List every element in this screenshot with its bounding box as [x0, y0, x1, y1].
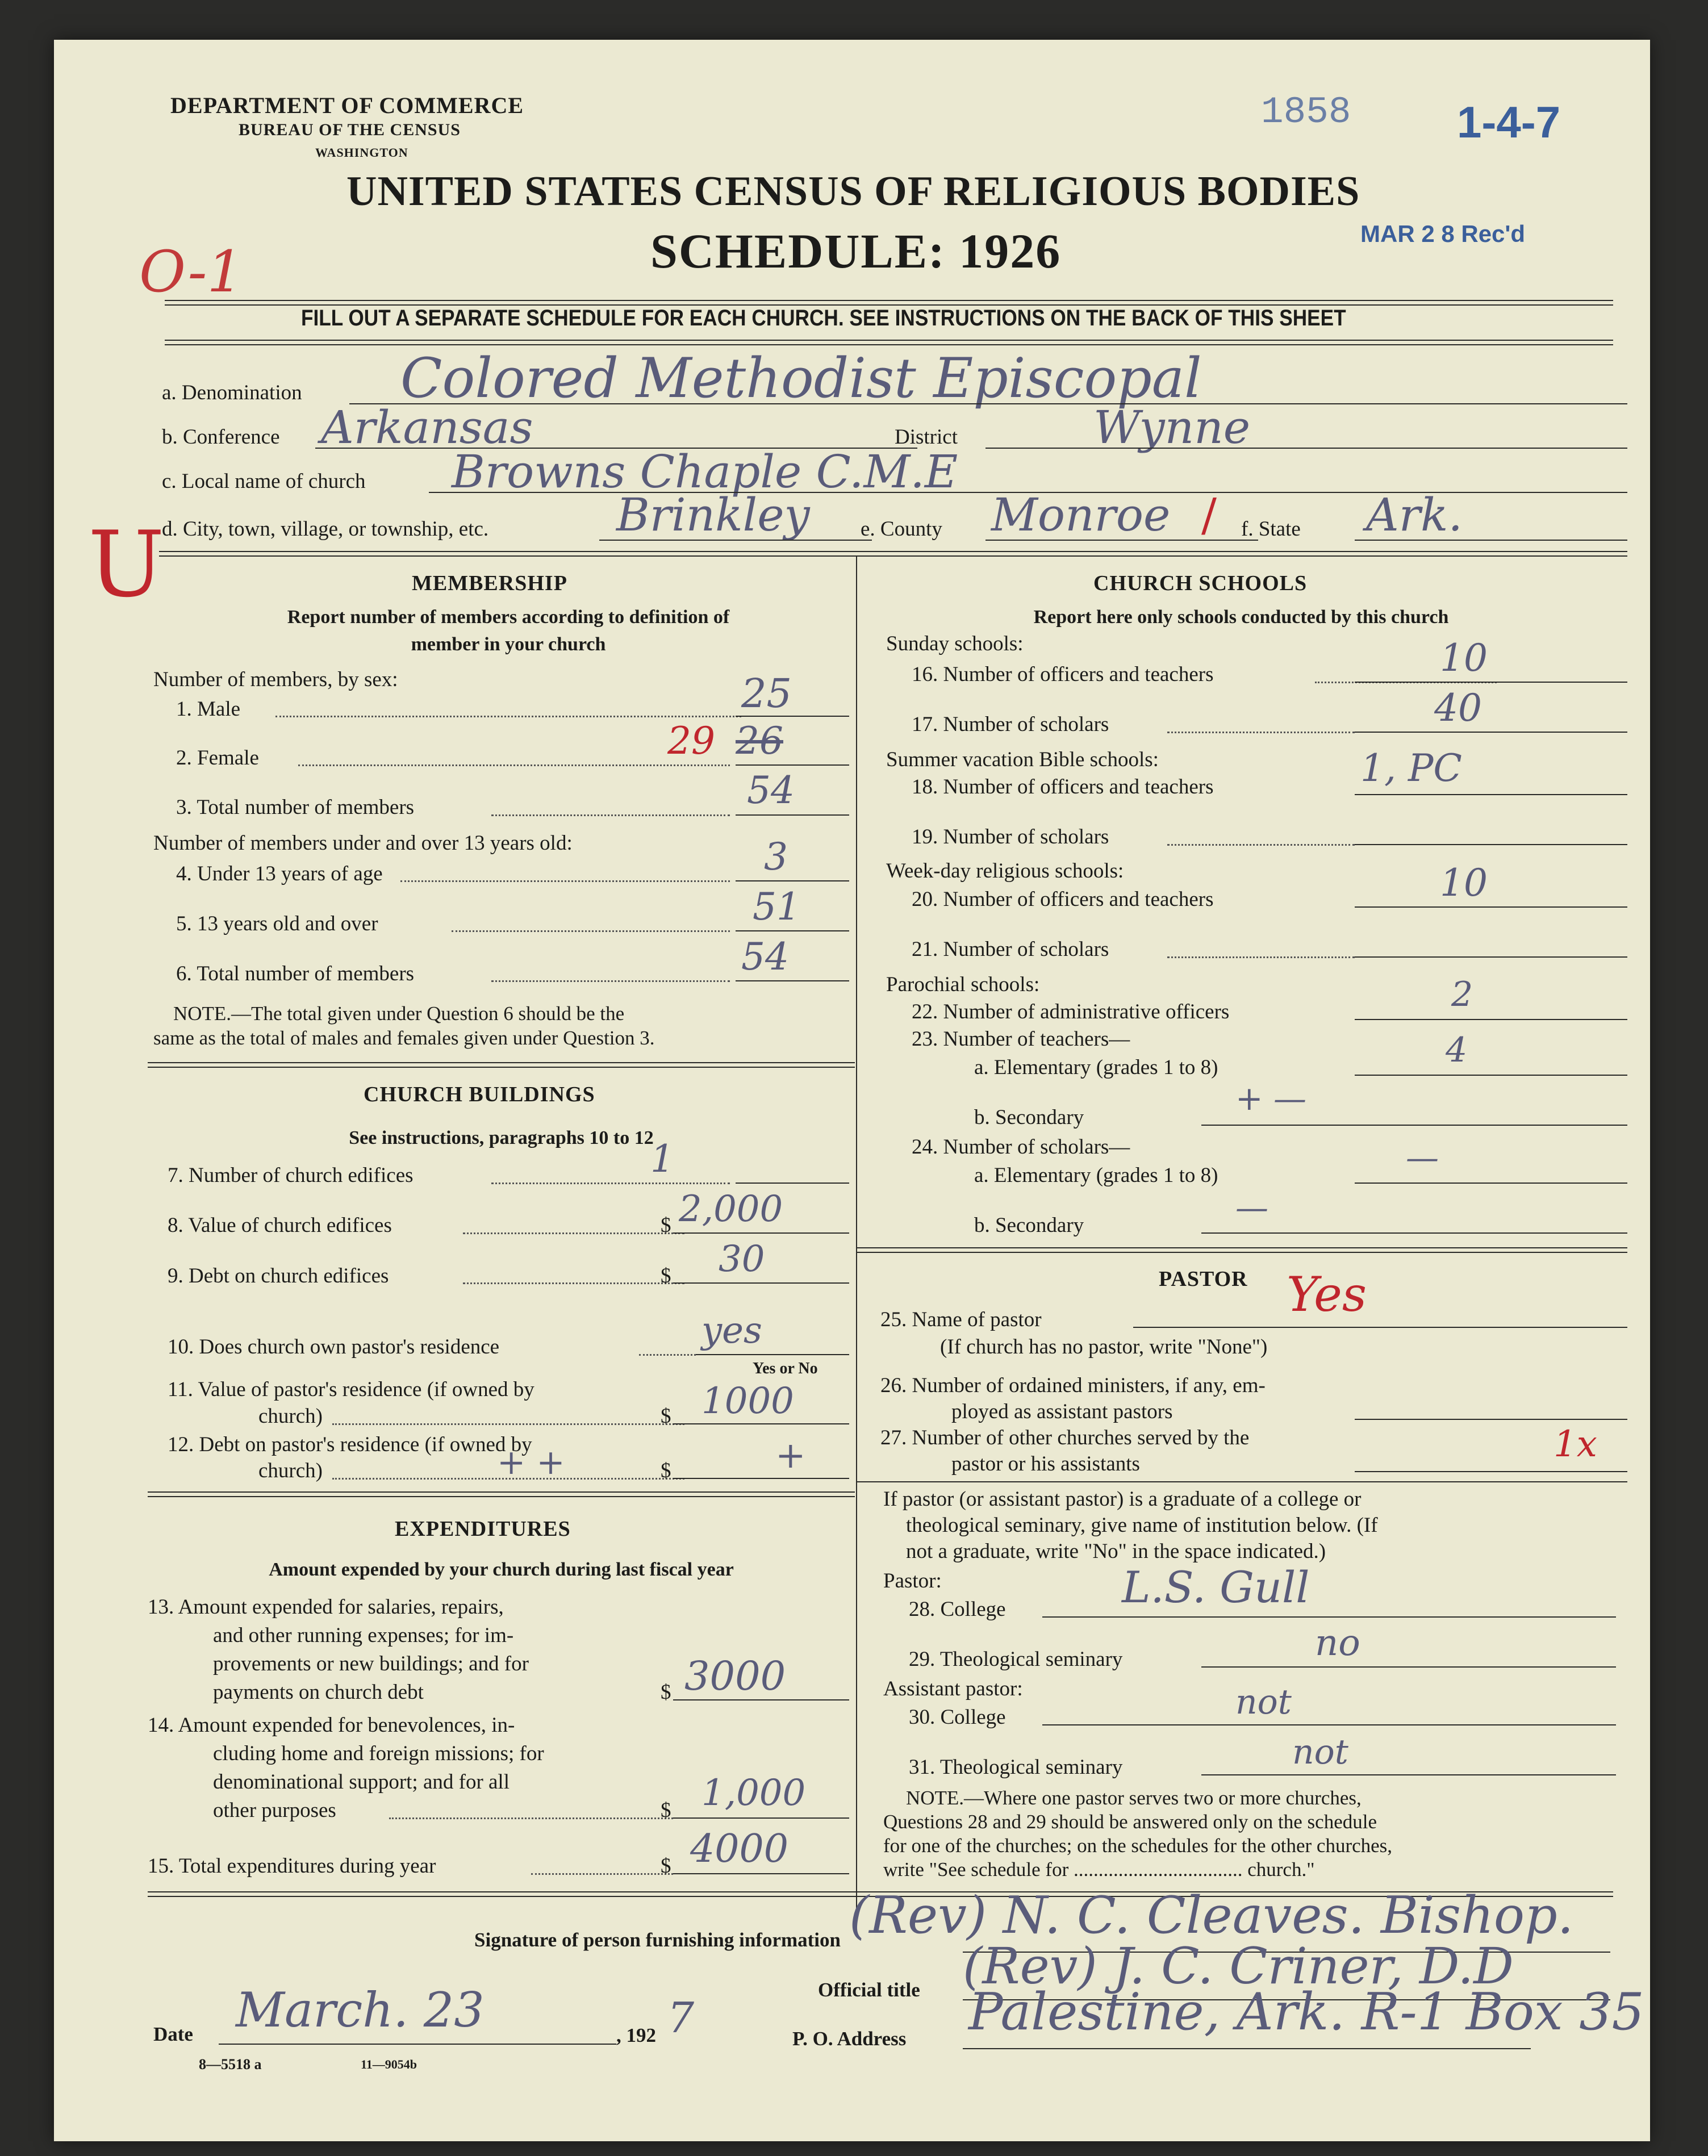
- membership-note-1: NOTE.—The total given under Question 6 should be the: [173, 1002, 625, 1025]
- q13-dollar: $: [661, 1681, 671, 1704]
- q24a-value: —: [1406, 1138, 1439, 1177]
- q24b-label: b. Secondary: [974, 1214, 1084, 1237]
- department-heading: DEPARTMENT OF COMMERCE: [170, 93, 524, 118]
- official-title-value: (Rev) J. C. Criner, D.D: [963, 1937, 1514, 1995]
- red-check-mark: /: [1201, 488, 1217, 541]
- q8-dollar: $: [661, 1214, 671, 1237]
- q1-label: 1. Male: [176, 697, 241, 721]
- signature-label: Signature of person furnishing information: [474, 1929, 841, 1951]
- schools-rule: [856, 1247, 1627, 1253]
- q31-label: 31. Theological seminary: [909, 1756, 1123, 1779]
- q19-label: 19. Number of scholars: [912, 825, 1109, 849]
- q10-leader: [639, 1354, 696, 1356]
- q2-struck-value: 26: [736, 719, 783, 763]
- q4-line: [736, 880, 849, 881]
- q21-label: 21. Number of scholars: [912, 938, 1109, 961]
- q15-leader: [531, 1873, 673, 1875]
- q14-label-3: denominational support; and for all: [213, 1770, 510, 1794]
- conference-value: Arkansas: [321, 401, 533, 454]
- q31-value: not: [1292, 1732, 1348, 1772]
- q22-value: 2: [1451, 975, 1473, 1014]
- q5-value: 51: [753, 885, 800, 929]
- year-digit: 7: [667, 1994, 695, 2042]
- q23a-value: 4: [1446, 1030, 1468, 1070]
- graduate-note-2: theological seminary, give name of institution below. (If: [906, 1514, 1378, 1537]
- q18-value: 1, PC: [1360, 746, 1462, 790]
- q16-line: [1355, 682, 1627, 683]
- q15-value: 4000: [690, 1827, 789, 1871]
- q11-leader: [332, 1423, 684, 1425]
- q7-line: [736, 1183, 849, 1184]
- received-date-stamp: MAR 2 8 Rec'd: [1360, 220, 1526, 247]
- local-name-value: Browns Chaple C.M.E: [452, 445, 958, 498]
- q28-value: L.S. Gull: [1122, 1562, 1310, 1612]
- q22-line: [1355, 1019, 1627, 1020]
- q17-label: 17. Number of scholars: [912, 713, 1109, 736]
- state-value: Ark.: [1366, 488, 1463, 541]
- church-schools-intro: Report here only schools conducted by this church: [1033, 607, 1449, 628]
- q17-line: [1355, 732, 1627, 733]
- q25-line: [1133, 1327, 1627, 1328]
- expenditures-intro: Amount expended by your church during last fiscal year: [269, 1559, 734, 1580]
- q29-value: no: [1315, 1622, 1360, 1664]
- q11-dollar: $: [661, 1405, 671, 1428]
- q12-dollar: $: [661, 1459, 671, 1482]
- q9-dollar: $: [661, 1264, 671, 1288]
- q1-line: [736, 716, 849, 717]
- q23-label: 23. Number of teachers—: [912, 1027, 1130, 1051]
- q25-note: (If church has no pastor, write "None"): [940, 1335, 1268, 1359]
- q26-line: [1355, 1419, 1627, 1420]
- denomination-value: Colored Methodist Episcopal: [400, 346, 1202, 410]
- q9-value: 30: [719, 1238, 765, 1280]
- q23b-label: b. Secondary: [974, 1106, 1084, 1129]
- q13-label-2: and other running expenses; for im-: [213, 1624, 514, 1647]
- q23b-line: [1201, 1125, 1627, 1126]
- q20-label: 20. Number of officers and teachers: [912, 888, 1214, 911]
- state-line: [1355, 540, 1627, 541]
- membership-intro-2: member in your church: [411, 634, 606, 655]
- q6-line: [736, 980, 849, 981]
- q27-label-1: 27. Number of other churches served by the: [880, 1426, 1250, 1449]
- q10-value: yes: [701, 1310, 762, 1352]
- signature-value: (Rev) N. C. Cleaves. Bishop.: [849, 1886, 1574, 1945]
- q14-leader: [389, 1817, 673, 1819]
- pastor-heading: PASTOR: [1159, 1267, 1248, 1291]
- q25-label: 25. Name of pastor: [880, 1308, 1042, 1331]
- q28-line: [1042, 1616, 1616, 1618]
- sunday-schools-label: Sunday schools:: [886, 632, 1024, 655]
- identity-rule: [159, 551, 1627, 557]
- county-value: Monroe: [991, 488, 1171, 541]
- q15-label: 15. Total expenditures during year: [148, 1854, 436, 1878]
- graduate-note-3: not a graduate, write "No" in the space indicated.): [906, 1540, 1326, 1563]
- q9-label: 9. Debt on church edifices: [168, 1264, 389, 1288]
- q10-line: [696, 1354, 849, 1355]
- q2-line: [736, 764, 849, 766]
- q28-label: 28. College: [909, 1598, 1006, 1621]
- q7-label: 7. Number of church edifices: [168, 1164, 414, 1187]
- q1-value: 25: [741, 670, 792, 717]
- header-rule-bottom: [165, 340, 1613, 345]
- q16-value: 10: [1440, 636, 1488, 680]
- column-divider: [856, 557, 857, 1920]
- by-sex-label: Number of members, by sex:: [153, 668, 398, 691]
- q24b-line: [1201, 1232, 1627, 1234]
- q27-value: 1x: [1554, 1423, 1597, 1465]
- year-prefix: , 192: [616, 2024, 656, 2046]
- red-margin-mark: U: [88, 511, 165, 617]
- q24a-label: a. Elementary (grades 1 to 8): [974, 1164, 1218, 1187]
- q7-value: 1: [650, 1137, 674, 1181]
- q14-dollar: $: [661, 1799, 671, 1822]
- q27-label-2: pastor or his assistants: [951, 1452, 1140, 1476]
- q16-label: 16. Number of officers and teachers: [912, 663, 1214, 686]
- q2-leader: [298, 764, 730, 766]
- pastor-note-4: write "See schedule for .................................. church.": [883, 1858, 1315, 1881]
- q6-leader: [491, 980, 730, 982]
- q8-value: 2,000: [679, 1188, 783, 1230]
- date-line: [219, 2044, 616, 2045]
- q3-line: [736, 814, 849, 816]
- q11-label-2: church): [258, 1405, 323, 1428]
- date-value: March. 23: [236, 1982, 485, 2038]
- weekday-schools-label: Week-day religious schools:: [886, 859, 1124, 883]
- q3-label: 3. Total number of members: [176, 796, 415, 819]
- form-number-2: 11—9054b: [361, 2057, 417, 2071]
- q4-value: 3: [764, 835, 788, 879]
- census-schedule-sheet: [54, 40, 1650, 2141]
- q9-line: [673, 1282, 849, 1284]
- q7-leader: [491, 1183, 730, 1184]
- q24b-value: —: [1235, 1188, 1268, 1227]
- q3-leader: [491, 814, 730, 816]
- form-number-1: 8—5518 a: [199, 2056, 262, 2073]
- buildings-intro: See instructions, paragraphs 10 to 12: [349, 1127, 654, 1148]
- form-title: UNITED STATES CENSUS OF RELIGIOUS BODIES: [346, 168, 1360, 215]
- q11-line: [673, 1423, 849, 1424]
- po-address-line: [963, 2048, 1531, 2049]
- code-stamp: 1-4-7: [1457, 97, 1561, 147]
- pastor-note-3: for one of the churches; on the schedules for the other churches,: [883, 1835, 1393, 1857]
- q15-line: [673, 1873, 849, 1874]
- by-age-label: Number of members under and over 13 years old:: [153, 832, 573, 855]
- assistant-subheading: Assistant pastor:: [883, 1677, 1023, 1700]
- state-label: f. State: [1241, 517, 1301, 541]
- q12-line: [673, 1478, 849, 1479]
- city-heading: WASHINGTON: [315, 145, 408, 160]
- q27-line: [1355, 1471, 1627, 1472]
- membership-heading: MEMBERSHIP: [412, 571, 567, 595]
- q11-value: 1000: [701, 1380, 794, 1422]
- summer-schools-label: Summer vacation Bible schools:: [886, 748, 1159, 771]
- q29-label: 29. Theological seminary: [909, 1648, 1123, 1671]
- q5-label: 5. 13 years old and over: [176, 912, 378, 935]
- q20-line: [1355, 906, 1627, 908]
- q13-value: 3000: [684, 1653, 786, 1699]
- q4-label: 4. Under 13 years of age: [176, 862, 383, 885]
- q1-leader: [275, 716, 741, 717]
- q13-label-1: 13. Amount expended for salaries, repairs,: [148, 1595, 504, 1619]
- q17-value: 40: [1434, 686, 1482, 730]
- q5-leader: [452, 930, 730, 932]
- q8-label: 8. Value of church edifices: [168, 1214, 392, 1237]
- pastor-note-2: Questions 28 and 29 should be answered only on the schedule: [883, 1811, 1377, 1833]
- district-label: District: [895, 425, 958, 449]
- q18-line: [1355, 794, 1627, 795]
- q2-value: 29: [667, 719, 715, 763]
- q11-label-1: 11. Value of pastor's residence (if owned by: [168, 1378, 534, 1401]
- local-name-label: c. Local name of church: [162, 470, 366, 493]
- district-value: Wynne: [1093, 401, 1251, 454]
- q14-label-2: cluding home and foreign missions; for: [213, 1742, 544, 1765]
- q23a-label: a. Elementary (grades 1 to 8): [974, 1056, 1218, 1079]
- q30-label: 30. College: [909, 1706, 1006, 1729]
- pastor-divider: [856, 1481, 1627, 1482]
- q26-label-1: 26. Number of ordained ministers, if any, em-: [880, 1374, 1266, 1397]
- date-label: Date: [153, 2023, 193, 2045]
- q10-label: 10. Does church own pastor's residence: [168, 1335, 500, 1359]
- membership-intro-1: Report number of members according to definition of: [287, 607, 730, 628]
- county-label: e. County: [861, 517, 942, 541]
- q2-label: 2. Female: [176, 746, 259, 770]
- schedule-year: SCHEDULE: 1926: [650, 224, 1062, 278]
- q31-line: [1201, 1774, 1616, 1775]
- q14-label-1: 14. Amount expended for benevolences, in-: [148, 1714, 515, 1737]
- pastor-subheading: Pastor:: [883, 1569, 942, 1593]
- q14-value: 1,000: [701, 1772, 806, 1814]
- official-title-label: Official title: [818, 1979, 920, 2001]
- q4-leader: [400, 880, 730, 882]
- bureau-heading: BUREAU OF THE CENSUS: [239, 120, 461, 139]
- q12-dash-mark: + +: [497, 1443, 565, 1482]
- q30-line: [1042, 1724, 1616, 1725]
- po-address-label: P. O. Address: [792, 2028, 907, 2050]
- q22-label: 22. Number of administrative officers: [912, 1000, 1230, 1023]
- q12-label-1: 12. Debt on pastor's residence (if owned by: [168, 1433, 532, 1456]
- po-address-value: Palestine, Ark. R-1 Box 35: [968, 1982, 1644, 2042]
- q17-leader: [1167, 732, 1355, 733]
- q6-value: 54: [741, 935, 789, 979]
- city-line: [599, 540, 872, 541]
- instruction-banner: FILL OUT A SEPARATE SCHEDULE FOR EACH CHURCH. SEE INSTRUCTIONS ON THE BACK OF THIS SHEET: [301, 306, 1346, 331]
- serial-number-stamp: 1858: [1261, 91, 1351, 133]
- q19-leader: [1167, 844, 1355, 846]
- church-schools-heading: CHURCH SCHOOLS: [1093, 571, 1308, 595]
- q3-value: 54: [747, 768, 795, 812]
- q23a-line: [1355, 1075, 1627, 1076]
- q5-line: [736, 930, 849, 931]
- q15-dollar: $: [661, 1854, 671, 1878]
- membership-rule: [148, 1062, 855, 1068]
- denomination-label: a. Denomination: [162, 381, 302, 404]
- q21-line: [1355, 956, 1627, 958]
- pastor-note-1: NOTE.—Where one pastor serves two or more churches,: [906, 1787, 1362, 1809]
- q23b-value: + —: [1235, 1079, 1307, 1118]
- buildings-heading: CHURCH BUILDINGS: [364, 1083, 595, 1106]
- q24-label: 24. Number of scholars—: [912, 1135, 1130, 1159]
- red-mark-o1: O-1: [139, 239, 244, 305]
- q26-label-2: ployed as assistant pastors: [951, 1400, 1173, 1423]
- q19-line: [1355, 844, 1627, 845]
- parochial-schools-label: Parochial schools:: [886, 973, 1040, 996]
- conference-label: b. Conference: [162, 425, 280, 449]
- q8-leader: [463, 1232, 684, 1234]
- city-value: Brinkley: [616, 488, 810, 541]
- q18-label: 18. Number of officers and teachers: [912, 775, 1214, 799]
- q24a-line: [1355, 1183, 1627, 1184]
- city-label: d. City, town, village, or township, etc.: [162, 517, 489, 541]
- q21-leader: [1167, 956, 1355, 958]
- q25-value: Yes: [1287, 1267, 1367, 1322]
- q13-line: [673, 1699, 849, 1700]
- buildings-rule: [148, 1491, 855, 1497]
- q9-leader: [463, 1282, 684, 1284]
- q30-value: not: [1235, 1682, 1292, 1722]
- yes-no-caption: Yes or No: [753, 1360, 818, 1377]
- county-line: [985, 540, 1258, 541]
- q14-line: [673, 1817, 849, 1819]
- q29-line: [1201, 1666, 1616, 1668]
- q13-label-4: payments on church debt: [213, 1681, 424, 1704]
- q6-label: 6. Total number of members: [176, 962, 415, 985]
- header-rule-top: [165, 300, 1613, 306]
- membership-note-2: same as the total of males and females given under Question 3.: [153, 1027, 655, 1049]
- q8-line: [673, 1232, 849, 1234]
- expenditures-heading: EXPENDITURES: [395, 1517, 571, 1541]
- q12-value: +: [775, 1435, 806, 1477]
- q12-label-2: church): [258, 1459, 323, 1482]
- denomination-line: [349, 403, 1627, 404]
- q20-value: 10: [1440, 861, 1488, 905]
- q14-label-4: other purposes: [213, 1799, 336, 1822]
- graduate-note-1: If pastor (or assistant pastor) is a graduate of a college or: [883, 1488, 1362, 1511]
- district-line: [985, 448, 1627, 449]
- q13-label-3: provements or new buildings; and for: [213, 1652, 529, 1676]
